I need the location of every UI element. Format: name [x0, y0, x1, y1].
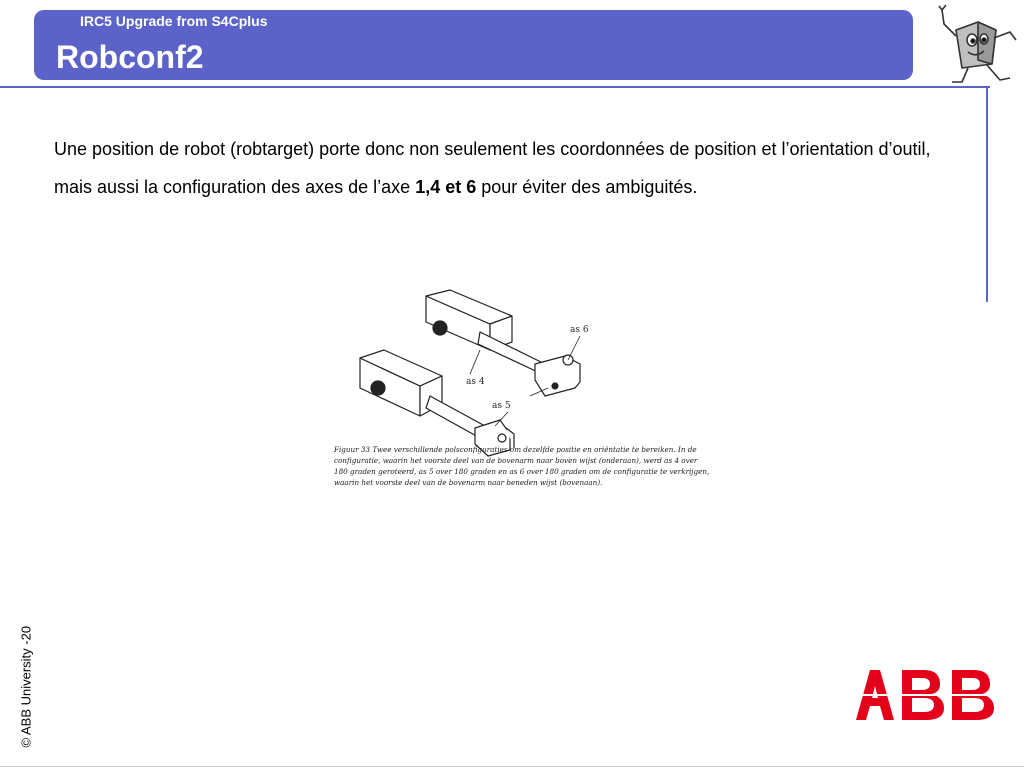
copyright-text: © ABB University -20	[18, 625, 34, 748]
label-as5: as 5	[492, 401, 511, 411]
header-divider-horizontal	[0, 86, 990, 88]
body-paragraph	[54, 130, 954, 206]
abb-logo	[850, 664, 1000, 724]
footer-divider	[0, 766, 1024, 767]
header-divider-vertical	[986, 86, 988, 302]
slide-subtitle: IRC5 Upgrade from S4Cplus	[80, 13, 268, 29]
label-as6: as 6	[570, 325, 589, 335]
body-text-part: Une position de robot (robtarget) porte donc non seulement les coordonnées de position et l’orientation d’outil, mais aussi la configuration des axes de l’axe	[54, 139, 931, 197]
body-text-bold: 1,4 et 6	[415, 177, 477, 197]
slide-title: Robconf2	[56, 39, 204, 75]
caption-prefix: Figuur 33	[334, 445, 371, 454]
label-as4: as 4	[466, 377, 485, 387]
body-text-part-end: pour éviter des ambiguités.	[476, 177, 698, 197]
caption-text: Twee verschillende polsconfiguraties om dezelfde positie en oriëntatie te bereiken. In de configuratie, waarin het voorste deel van de bovenarm naar boven wijst (onderaan), werd as 4 over 180 graden geroteerd, as 5 over 180 graden en as 6 over 180 graden om de configuratie te verkrijgen, waarin het voorste deel van de bovenarm naar beneden wijst (bovenaan).	[334, 445, 710, 487]
figure-caption	[334, 444, 710, 488]
robot-mascot-icon	[938, 2, 1018, 86]
